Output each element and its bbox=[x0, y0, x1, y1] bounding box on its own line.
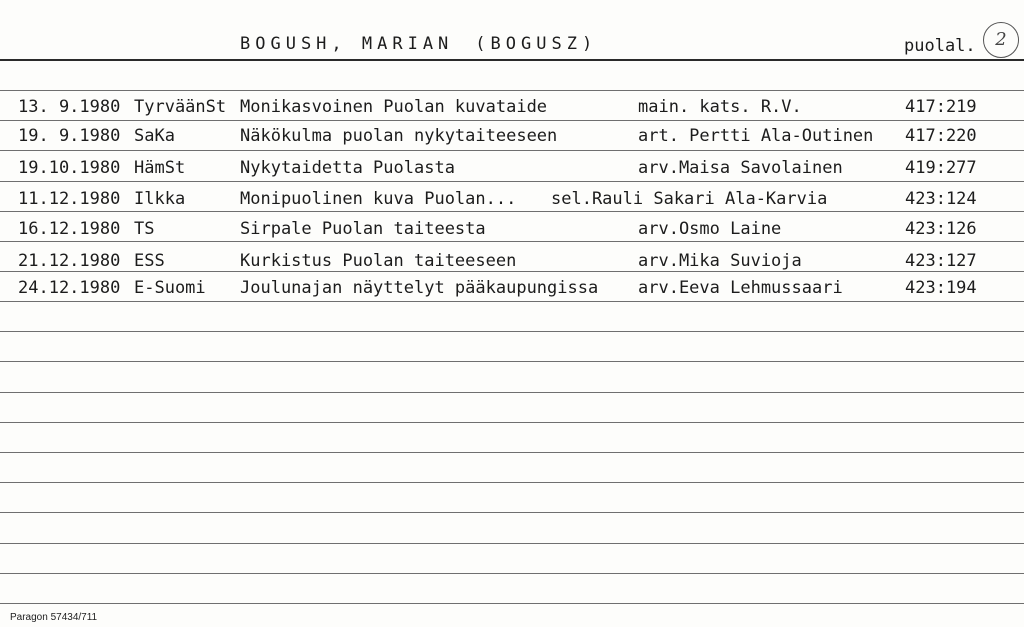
entry-date: 19.10.1980 bbox=[18, 158, 121, 178]
entry-publication: E-Suomi bbox=[134, 278, 206, 298]
rule-line bbox=[0, 512, 1024, 513]
entry-title: Nykytaidetta Puolasta bbox=[240, 158, 455, 178]
person-name: BOGUSH, MARIAN bbox=[240, 34, 454, 54]
rule-line bbox=[0, 452, 1024, 453]
list-item bbox=[0, 126, 1024, 148]
entry-ref: 423:124 bbox=[905, 189, 977, 209]
entry-title: Sirpale Puolan taiteesta bbox=[240, 219, 486, 239]
entry-ref: 423:194 bbox=[905, 278, 977, 298]
entry-title: Näkökulma puolan nykytaiteeseen bbox=[240, 126, 558, 146]
entry-ref: 417:219 bbox=[905, 97, 977, 117]
rule-line bbox=[0, 361, 1024, 362]
entry-title: Monikasvoinen Puolan kuvataide bbox=[240, 97, 548, 117]
entry-author: arv.Osmo Laine bbox=[638, 219, 782, 239]
entry-publication: ESS bbox=[134, 251, 165, 271]
rule-line bbox=[0, 120, 1024, 121]
list-item bbox=[0, 97, 1024, 119]
rule-line bbox=[0, 603, 1024, 604]
entry-author: sel.Rauli Sakari Ala-Karvia bbox=[551, 189, 828, 209]
list-item bbox=[0, 278, 1024, 300]
alternate-name: (BOGUSZ) bbox=[475, 34, 598, 54]
entry-title: Kurkistus Puolan taiteeseen bbox=[240, 251, 517, 271]
list-item bbox=[0, 189, 1024, 211]
rule-line bbox=[0, 241, 1024, 242]
entry-date: 24.12.1980 bbox=[18, 278, 121, 298]
rule-line bbox=[0, 482, 1024, 483]
rule-line bbox=[0, 573, 1024, 574]
entry-author: main. kats. R.V. bbox=[638, 97, 802, 117]
entry-author: art. Pertti Ala-Outinen bbox=[638, 126, 874, 146]
rule-line bbox=[0, 543, 1024, 544]
rule-line bbox=[0, 301, 1024, 302]
entry-author: arv.Mika Suvioja bbox=[638, 251, 802, 271]
entry-ref: 419:277 bbox=[905, 158, 977, 178]
entry-date: 19. 9.1980 bbox=[18, 126, 121, 146]
rule-line bbox=[0, 422, 1024, 423]
entry-date: 13. 9.1980 bbox=[18, 97, 121, 117]
entry-author: arv.Eeva Lehmussaari bbox=[638, 278, 843, 298]
rule-line bbox=[0, 181, 1024, 182]
entry-ref: 417:220 bbox=[905, 126, 977, 146]
card-number-badge: 2 bbox=[983, 22, 1019, 58]
entry-date: 21.12.1980 bbox=[18, 251, 121, 271]
rule-line bbox=[0, 150, 1024, 151]
list-item bbox=[0, 219, 1024, 241]
entry-publication: TS bbox=[134, 219, 155, 239]
entry-publication: Ilkka bbox=[134, 189, 186, 209]
language-label: puolal. bbox=[904, 36, 976, 56]
entry-ref: 423:127 bbox=[905, 251, 977, 271]
entry-title: Joulunajan näyttelyt pääkaupungissa bbox=[240, 278, 599, 298]
list-item bbox=[0, 158, 1024, 180]
rule-line bbox=[0, 211, 1024, 212]
rule-line bbox=[0, 90, 1024, 91]
header-rule bbox=[0, 59, 1024, 61]
rule-line bbox=[0, 331, 1024, 332]
card-heading bbox=[240, 34, 597, 54]
entry-ref: 423:126 bbox=[905, 219, 977, 239]
entry-title: Monipuolinen kuva Puolan... bbox=[240, 189, 517, 209]
printer-mark: Paragon 57434/711 bbox=[10, 612, 98, 623]
entry-author: arv.Maisa Savolainen bbox=[638, 158, 843, 178]
rule-line bbox=[0, 392, 1024, 393]
entry-publication: SaKa bbox=[134, 126, 175, 146]
entry-publication: HämSt bbox=[134, 158, 186, 178]
entry-date: 16.12.1980 bbox=[18, 219, 121, 239]
list-item bbox=[0, 251, 1024, 273]
entry-publication: TyrväänSt bbox=[134, 97, 227, 117]
entry-date: 11.12.1980 bbox=[18, 189, 121, 209]
